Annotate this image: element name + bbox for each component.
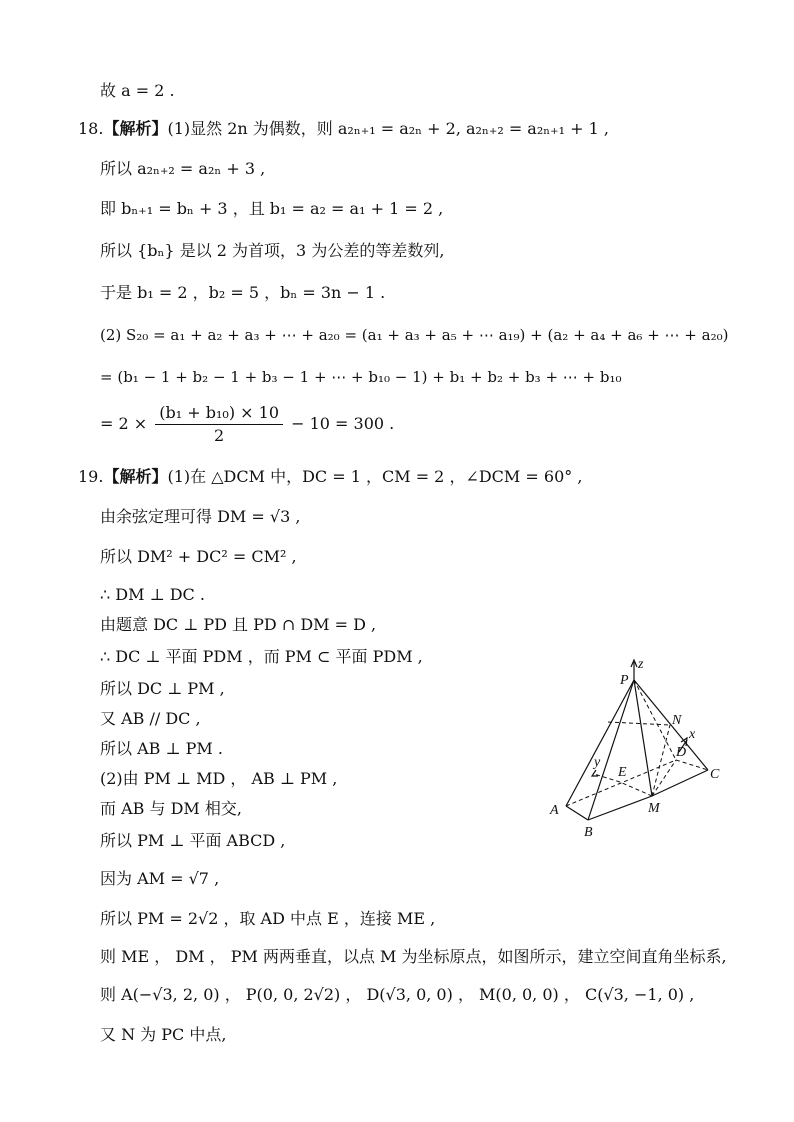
- line-text: 所以 PM = 2√2 ，取 AD 中点 E ，连接 ME ,: [100, 909, 436, 928]
- question-number: 18.: [78, 119, 104, 138]
- edge-mn-hidden: [652, 725, 670, 796]
- line-q18-header: [78, 118, 609, 140]
- line-text: (1)显然 2n 为偶数，则 a₂ₙ₊₁ = a₂ₙ + 2, a₂ₙ₊₂ = a₂ₙ₊₁ + 1 ,: [167, 119, 609, 138]
- edge-pc: [634, 680, 708, 770]
- line-text: (2)由 PM ⊥ MD ， AB ⊥ PM ,: [100, 769, 338, 788]
- line-text: 所以 {bₙ} 是以 2 为首项，3 为公差的等差数列,: [100, 241, 445, 260]
- edge-pb: [588, 680, 634, 820]
- pyramid-figure: [548, 652, 728, 842]
- line-q19-intersect: [100, 798, 242, 820]
- line-q18-arith-seq: [100, 240, 444, 262]
- line-text: 故 a = 2 .: [100, 81, 175, 100]
- line-q19-n-midpoint: [100, 1024, 226, 1046]
- line-q18-a2n2: [100, 158, 265, 180]
- fraction-denominator: 2: [214, 426, 225, 445]
- label-y: y: [594, 755, 601, 770]
- line-q19-ab-perp-pm: [100, 738, 223, 760]
- line-text: 而 AB 与 DM 相交,: [100, 799, 242, 818]
- edge-bm: [588, 796, 652, 820]
- line-q18-bn1: [100, 198, 443, 220]
- label-d: D: [676, 745, 687, 760]
- line-text: 又 AB // DC ,: [100, 709, 201, 728]
- line-text: 所以 a₂ₙ₊₂ = a₂ₙ + 3 ,: [100, 159, 266, 178]
- line-text: (1)在 △DCM 中，DC = 1 ，CM = 2 ，∠DCM = 60° ,: [167, 467, 583, 486]
- line-text: 所以 AB ⊥ PM .: [100, 739, 223, 758]
- analysis-tag: 【解析】: [103, 119, 168, 138]
- label-x: x: [689, 727, 696, 742]
- line-text: 又 N 为 PC 中点,: [100, 1025, 227, 1044]
- line-text: ∴ DM ⊥ DC .: [100, 585, 205, 604]
- line-text: = 2 ×: [100, 414, 148, 433]
- line-text: 由题意 DC ⊥ PD 且 PD ∩ DM = D ,: [100, 615, 377, 634]
- line-text: ∴ DC ⊥ 平面 PDM ，而 PM ⊂ 平面 PDM ,: [100, 647, 423, 666]
- line-text: 所以 DC ⊥ PM ,: [100, 679, 225, 698]
- label-a: A: [550, 803, 559, 818]
- label-e: E: [618, 765, 627, 780]
- analysis-tag: 【解析】: [103, 467, 168, 486]
- line-text: 所以 DM² + DC² = CM² ,: [100, 547, 297, 566]
- line-text: 因为 AM = √7 ,: [100, 869, 220, 888]
- line-q19-dm: [100, 506, 300, 528]
- fraction: [155, 404, 283, 445]
- edge-ab: [566, 806, 588, 820]
- line-q19-coord-system: [100, 946, 727, 968]
- label-c: C: [710, 767, 720, 782]
- label-n: N: [672, 713, 682, 728]
- label-m: M: [648, 801, 660, 816]
- line-q18-bn-formula: [100, 282, 385, 304]
- fraction-numerator: (b₁ + b₁₀) × 10: [155, 404, 283, 425]
- edge-me-hidden: [620, 782, 652, 796]
- line-text: (2) S₂₀ = a₁ + a₂ + a₃ + ⋯ + a₂₀ = (a₁ + a₃ + a₅ + ⋯ a₁₉) + (a₂ + a₄ + a₆ + ⋯ + a₂₀): [100, 326, 729, 344]
- line-q19-ab-parallel-dc: [100, 708, 201, 730]
- line-q19-pm-value: [100, 908, 435, 930]
- y-axis-hidden: [594, 774, 620, 782]
- line-text: 由余弦定理可得 DM = √3 ,: [100, 507, 301, 526]
- line-q19-pm-perp-plane: [100, 830, 285, 852]
- line-text: − 10 = 300 .: [291, 414, 395, 433]
- line-q18-s20: [100, 324, 728, 346]
- line-q18-sum-b: [100, 366, 622, 388]
- line-q19-am: [100, 868, 219, 890]
- label-z: z: [638, 657, 644, 672]
- line-q19-coordinates: [100, 984, 694, 1006]
- edge-pm: [634, 680, 652, 796]
- line-q19-dc-perp-plane: [100, 646, 423, 668]
- line-q19-part2: [100, 768, 337, 790]
- line-q19-dm-perp-dc: [100, 584, 205, 606]
- label-p: P: [620, 673, 629, 688]
- aux-line-hidden: [608, 722, 670, 725]
- line-conclusion-a: [100, 80, 175, 102]
- label-b: B: [584, 825, 593, 840]
- line-q19-header: [78, 466, 582, 488]
- line-q19-dc-perp-pm: [100, 678, 225, 700]
- line-text: 所以 PM ⊥ 平面 ABCD ,: [100, 831, 286, 850]
- edge-pa: [566, 680, 634, 806]
- line-q18-result: [100, 404, 394, 445]
- line-text: 则 ME ， DM ， PM 两两垂直，以点 M 为坐标原点，如图所示，建立空间直角坐标系,: [100, 947, 727, 966]
- line-q19-dc-perp-pd: [100, 614, 376, 636]
- line-text: = (b₁ − 1 + b₂ − 1 + b₃ − 1 + ⋯ + b₁₀ − 1) + b₁ + b₂ + b₃ + ⋯ + b₁₀: [100, 368, 622, 386]
- line-text: 则 A(−√3, 2, 0) ， P(0, 0, 2√2) ， D(√3, 0, 0) ， M(0, 0, 0) ， C(√3, −1, 0) ,: [100, 985, 695, 1004]
- line-text: 即 bₙ₊₁ = bₙ + 3 ，且 b₁ = a₂ = a₁ + 1 = 2 ,: [100, 199, 444, 218]
- line-text: 于是 b₁ = 2 ，b₂ = 5 ，bₙ = 3n − 1 .: [100, 283, 386, 302]
- line-q19-pythag: [100, 546, 297, 568]
- question-number: 19.: [78, 467, 104, 486]
